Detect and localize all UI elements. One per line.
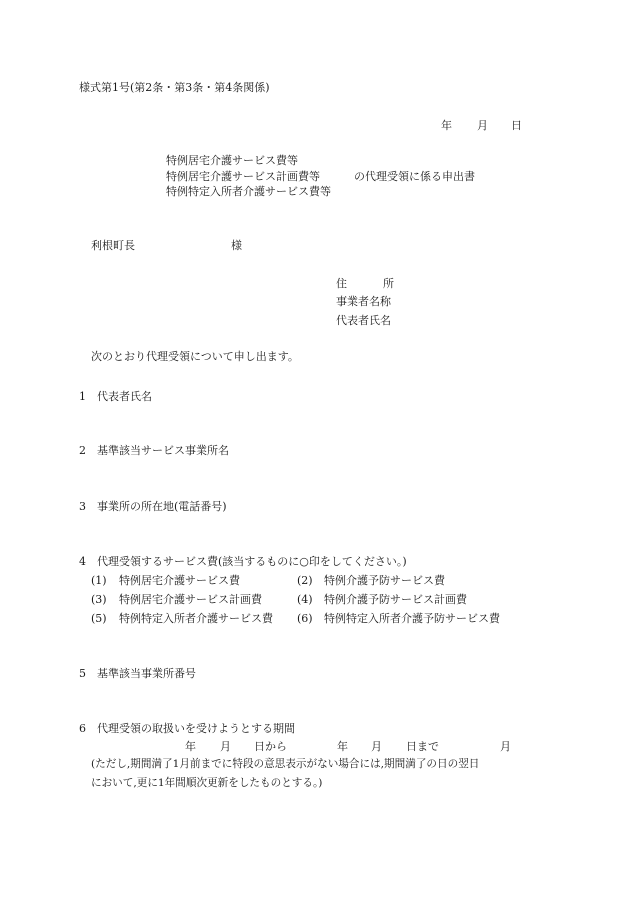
period-to-month: 月	[371, 740, 382, 753]
service-6-label: 特例特定入所者介護予防サービス費	[324, 612, 500, 625]
address-label-a: 住	[336, 277, 347, 290]
item-1-label: 代表者氏名	[97, 390, 152, 403]
form-label: 様式第1号(第2条・第3条・第4条関係)	[79, 81, 270, 94]
service-5-label: 特例特定入所者介護サービス費	[119, 612, 273, 625]
period-from-year: 年	[185, 740, 196, 753]
title-line-2-suffix: の代理受領に係る申出書	[354, 170, 475, 183]
service-4-num: (4)	[297, 593, 313, 606]
service-2-num: (2)	[297, 574, 313, 587]
service-1-label: 特例居宅介護サービス費	[119, 574, 240, 587]
period-months: 月	[500, 740, 511, 753]
date-month-label: 月	[477, 119, 488, 132]
period-to-year: 年	[337, 740, 348, 753]
service-1-num: (1)	[91, 574, 107, 587]
note-line-1: (ただし,期間満了1月前までに特段の意思表示がない場合には,期間満了の日の翌日	[91, 758, 480, 770]
item-5-label: 基準該当事業所番号	[97, 667, 196, 680]
item-1-num: 1	[79, 390, 86, 403]
item-6-num: 6	[79, 722, 86, 735]
title-line-1: 特例居宅介護サービス費等	[166, 154, 298, 167]
item-3-num: 3	[79, 500, 86, 513]
addressee-honorific: 様	[231, 239, 242, 252]
item-3-label: 事業所の所在地(電話番号)	[97, 500, 227, 513]
service-3-label: 特例居宅介護サービス計画費	[119, 593, 262, 606]
item-4-num: 4	[79, 555, 86, 568]
item-6-label: 代理受領の取扱いを受けようとする期間	[97, 722, 295, 735]
service-2-label: 特例介護予防サービス費	[324, 574, 445, 587]
representative-label: 代表者氏名	[336, 314, 391, 327]
addressee-name: 利根町長	[91, 239, 135, 252]
item-2-label: 基準該当サービス事業所名	[97, 444, 229, 457]
service-3-num: (3)	[91, 593, 107, 606]
item-2-num: 2	[79, 444, 86, 457]
note-line-2: において,更に1年間順次更新をしたものとする。)	[91, 777, 323, 789]
title-line-3: 特例特定入所者介護サービス費等	[166, 185, 331, 198]
company-name-label: 事業者名称	[336, 295, 391, 308]
date-day-label: 日	[511, 119, 522, 132]
intro-text: 次のとおり代理受領について申し出ます。	[91, 350, 299, 363]
date-year-label: 年	[441, 119, 452, 132]
service-5-num: (5)	[91, 612, 107, 625]
period-from-month: 月	[220, 740, 231, 753]
service-6-num: (6)	[297, 612, 313, 625]
title-line-2: 特例居宅介護サービス計画費等	[166, 170, 320, 183]
service-4-label: 特例介護予防サービス計画費	[324, 593, 467, 606]
period-to-day: 日まで	[406, 740, 439, 753]
period-from-day: 日から	[254, 740, 287, 753]
address-label-b: 所	[383, 277, 394, 290]
item-5-num: 5	[79, 667, 86, 680]
item-4-label: 代理受領するサービス費(該当するものに○印をしてください。)	[97, 555, 407, 568]
